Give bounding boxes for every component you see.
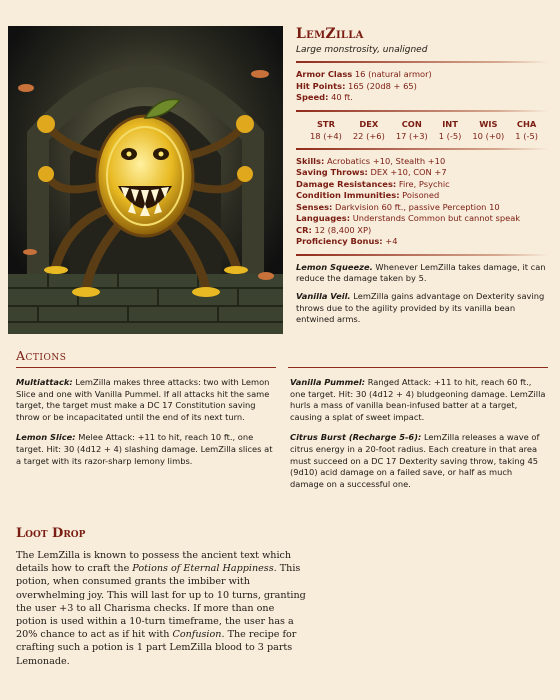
loot-description: The LemZilla is known to possess the ancient text which details how to craft the Potions of Eternal Happiness. This potion, when consumed grants the imbiber with overwhelming joy. This will last for up to 10 turns, granting the user +3 to all Charisma checks. If more than one potion is used within a 10-turn timeframe, the user has a 20% chance to act as if hit with Confusion. The recipe for crafting such a potion is 1 part LemZilla blood to 3 parts Lemonade.: [16, 550, 306, 667]
ability-cha: CHA 1 (-5): [515, 118, 538, 141]
potion-name: Potions of Eternal Happiness: [132, 563, 274, 575]
action-multiattack: Multiattack: LemZilla makes three attacks: two with Lemon Slice and one with Vanilla Pummel. If all attacks hit the same target, the target must make a DC 17 Constitution saving throw or be incapacitated until the end of its next turn.: [16, 377, 270, 422]
divider: [296, 110, 548, 112]
condition-immunities: Condition Immunities: Poisoned: [296, 190, 440, 200]
ability-dex: DEX 22 (+6): [352, 118, 385, 141]
stat-block: [296, 26, 548, 332]
actions-divider: [288, 367, 548, 368]
lemzilla-illustration: [8, 26, 283, 334]
actions-right-column: [290, 377, 548, 499]
languages: Languages: Understands Common but cannot speak: [296, 213, 521, 223]
condition-name: Confusion: [172, 629, 222, 641]
divider: [296, 254, 548, 256]
speed: Speed: 40 ft.: [296, 92, 353, 102]
saving-throws: Saving Throws: DEX +10, CON +7: [296, 167, 447, 177]
actions-divider: [16, 367, 276, 368]
actions-heading: Actions: [16, 348, 67, 363]
actions-left-column: [16, 377, 274, 476]
action-citrus-burst: Citrus Burst (Recharge 5-6): LemZilla releases a wave of citrus energy in a 20-foot radius. Each creature in that area must succeed on a DC 17 Dexterity saving throw, taking 45 (9d10) acid damage on a failed save, or half as much damage on a successful one.: [290, 432, 540, 489]
action-lemon-slice: Lemon Slice: Melee Attack: +11 to hit, reach 10 ft., one target. Hit: 30 (4d12 + 4) slashing damage. LemZilla slices at a target with its razor-sharp lemony limbs.: [16, 432, 273, 466]
loot-heading: Loot Drop: [16, 526, 86, 541]
divider: [296, 148, 548, 150]
proficiency-bonus: Proficiency Bonus: +4: [296, 236, 398, 246]
senses: Senses: Darkvision 60 ft., passive Perception 10: [296, 201, 500, 212]
trait-lemon-squeeze: Lemon Squeeze. Whenever LemZilla takes damage, it can reduce the damage taken by 5.: [296, 261, 546, 284]
action-vanilla-pummel: Vanilla Pummel: Ranged Attack: +11 to hit, reach 60 ft., one target. Hit: 30 (4d12 + 4) bludgeoning damage. LemZilla hurls a mass of vanilla bean-infused batter at a target, causing a splat of sweet impact.: [290, 377, 546, 422]
armor-class: Armor Class 16 (natural armor): [296, 69, 432, 79]
challenge-rating: CR: 12 (8,400 XP): [296, 224, 372, 235]
skills: Skills: Acrobatics +10, Stealth +10: [296, 155, 446, 166]
ability-str: STR 18 (+4): [310, 118, 342, 141]
trait-vanilla-veil: Vanilla Veil. LemZilla gains advantage on Dexterity saving throws due to the agility provided by its vanilla bean entwined arms.: [296, 290, 545, 325]
ability-scores: [296, 118, 548, 142]
ability-con: CON 17 (+3): [395, 118, 428, 141]
damage-resistances: Damage Resistances: Fire, Psychic: [296, 178, 450, 189]
divider: [296, 61, 548, 63]
ability-int: INT 1 (-5): [438, 118, 462, 141]
monster-name: LemZilla: [296, 26, 364, 42]
monster-type: Large monstrosity, unaligned: [296, 45, 428, 55]
ability-wis: WIS 10 (+0): [472, 118, 505, 141]
hit-points: Hit Points: 165 (20d8 + 65): [296, 80, 417, 91]
